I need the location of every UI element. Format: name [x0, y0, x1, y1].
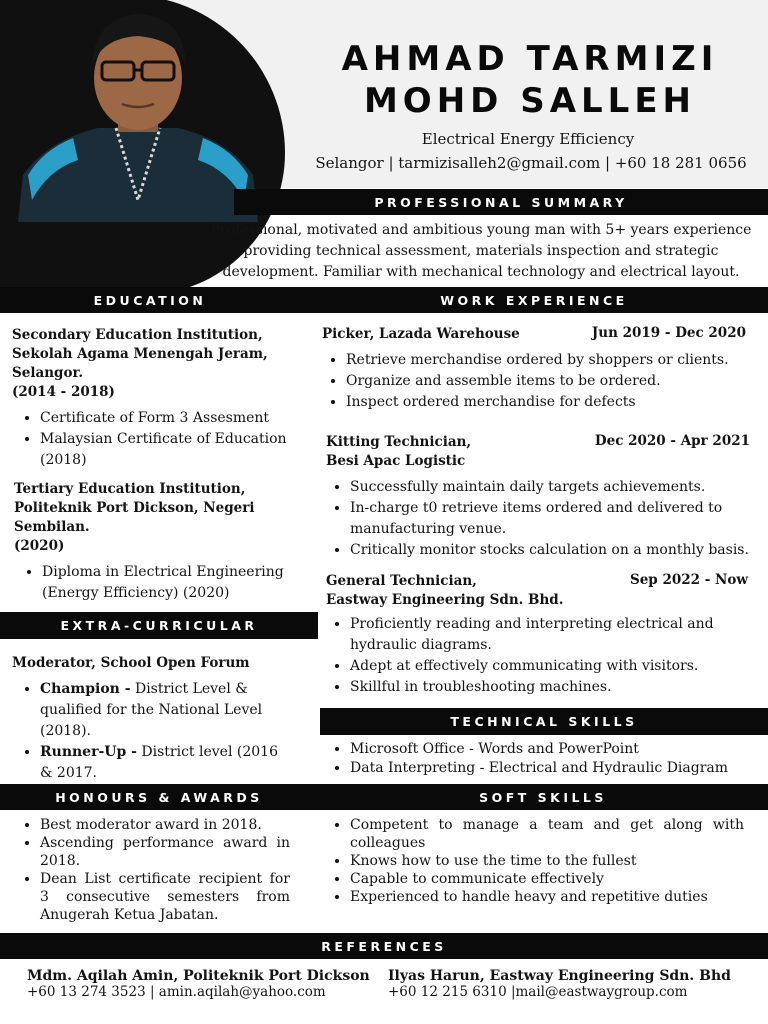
list-item: • Microsoft Office - Words and PowerPoint: [350, 740, 762, 759]
list-item: • Retrieve merchandise ordered by shoppers or clients.: [346, 350, 746, 371]
extracurricular-content: [12, 654, 302, 784]
education-years: (2014 - 2018): [12, 384, 115, 400]
candidate-name: [330, 38, 730, 122]
soft-skills-list: [326, 816, 744, 906]
honours-list: [12, 816, 290, 924]
reference-1: [27, 968, 370, 1000]
list-item: • In-charge t0 retrieve items ordered and delivered to manufacturing venue.: [350, 498, 768, 540]
job-title: Picker, Lazada Warehouse: [322, 326, 520, 342]
education-institution: Secondary Education Institution, Sekolah Agama Menengah Jeram, Selangor.: [12, 327, 268, 381]
list-item: • Inspect ordered merchandise for defects: [346, 392, 746, 413]
list-item: • Experienced to handle heavy and repetitive duties: [350, 888, 744, 906]
section-heading-summary: PROFESSIONAL SUMMARY: [374, 194, 628, 210]
reference-name: Mdm. Aqilah Amin, Politeknik Port Dickson: [27, 968, 370, 984]
contact-line: Selangor | tarmizisalleh2@gmail.com | +60 18 281 0656: [315, 154, 747, 172]
section-heading-technical: TECHNICAL SKILLS: [450, 714, 638, 729]
education-years: (2020): [14, 538, 65, 554]
education-item-2: [14, 480, 302, 604]
list-item: • Adept at effectively communicating with visitors.: [350, 656, 750, 677]
list-item: [40, 742, 290, 784]
award-label: Champion -: [40, 681, 131, 697]
job-3: [326, 572, 748, 698]
list-item: • Competent to manage a team and get along with colleagues: [350, 816, 744, 852]
job-dates: Sep 2022 - Now: [629, 572, 748, 588]
list-item: • Successfully maintain daily targets achievements.: [350, 477, 768, 498]
section-bar-summary: [234, 189, 768, 215]
technical-skills: [326, 740, 762, 778]
reference-contact: +60 13 274 3523 | amin.aqilah@yahoo.com: [27, 984, 326, 1000]
education-institution: Tertiary Education Institution, Politeknik Port Dickson, Negeri Sembilan.: [14, 481, 255, 535]
list-item: • Critically monitor stocks calculation on a monthly basis.: [350, 540, 768, 561]
job-1: [322, 325, 746, 413]
job-company: Eastway Engineering Sdn. Bhd.: [326, 592, 564, 608]
section-heading-extracurricular: EXTRA-CURRICULAR: [60, 618, 258, 633]
profile-photo: [18, 0, 258, 222]
section-heading-references: REFERENCES: [321, 938, 447, 954]
job-title: General Technician,: [326, 573, 477, 589]
job-2: [326, 433, 750, 561]
list-item: • Dean List certificate recipient for 3 consecutive semesters from Anugerah Ketua Jabatan.: [40, 870, 290, 924]
award-detail: District level (2016 & 2017.: [40, 744, 278, 781]
job-dates: Dec 2020 - Apr 2021: [594, 433, 750, 449]
list-item: [40, 679, 290, 742]
list-item: • Capable to communicate effectively: [350, 870, 744, 888]
section-heading-education: EDUCATION: [93, 292, 207, 308]
reference-contact: +60 12 215 6310 |mail@eastwaygroup.com: [388, 984, 688, 1000]
job-company: Besi Apac Logistic: [326, 453, 466, 469]
list-item: • Skillful in troubleshooting machines.: [350, 677, 750, 698]
section-bar-row-1: [0, 287, 768, 313]
list-item: • Best moderator award in 2018.: [40, 816, 290, 834]
section-bar-extracurricular: [0, 612, 318, 639]
section-heading-honours: HONOURS & AWARDS: [55, 789, 263, 805]
section-bar-row-2: [0, 784, 768, 810]
section-heading-work: WORK EXPERIENCE: [440, 292, 628, 308]
job-title: Electrical Energy Efficiency: [421, 130, 635, 148]
job-dates: Jun 2019 - Dec 2020: [591, 325, 746, 341]
job-title: Kitting Technician,: [326, 434, 472, 450]
education-item-1: [12, 326, 302, 471]
name-line-1: AHMAD TARMIZI: [341, 39, 719, 79]
reference-name: Ilyas Harun, Eastway Engineering Sdn. Bhd: [388, 968, 731, 984]
list-item: • Data Interpreting - Electrical and Hydraulic Diagram: [350, 759, 762, 778]
extracurricular-role: Moderator, School Open Forum: [12, 655, 250, 671]
list-item: • Diploma in Electrical Engineering (Energy Efficiency) (2020): [42, 562, 302, 604]
list-item: • Organize and assemble items to be ordered.: [346, 371, 746, 392]
list-item: • Proficiently reading and interpreting electrical and hydraulic diagrams.: [350, 614, 750, 656]
reference-2: [388, 968, 731, 1000]
list-item: • Malaysian Certificate of Education (2018): [40, 429, 302, 471]
section-heading-soft: SOFT SKILLS: [479, 789, 607, 805]
award-label: Runner-Up -: [40, 744, 137, 760]
section-bar-references: [0, 933, 768, 959]
list-item: • Knows how to use the time to the fullest: [350, 852, 744, 870]
award-detail: District Level & qualified for the National Level (2018).: [40, 681, 263, 739]
list-item: • Certificate of Form 3 Assesment: [40, 408, 302, 429]
section-bar-technical: [320, 708, 768, 735]
name-line-2: MOHD SALLEH: [363, 81, 697, 121]
list-item: • Ascending performance award in 2018.: [40, 834, 290, 870]
summary-text: Professional, motivated and ambitious young man with 5+ years experience providing technical assessment, materials inspection and strategic development. Familiar with mechanical technology and electrical layout.: [210, 222, 752, 280]
